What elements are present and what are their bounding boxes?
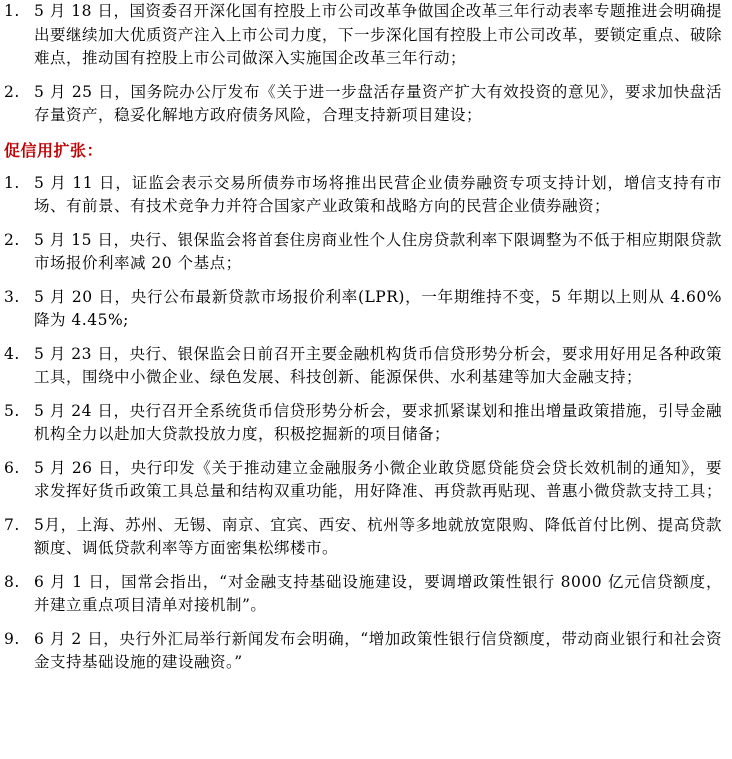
list-item [0, 343, 732, 390]
item-text: 5 月 15 日，央行、银保监会将首套住房商业性个人住房贷款利率下限调整为不低于相应期限贷款市场报价利率减 20 个基点； [34, 230, 722, 272]
item-number: 1. [4, 2, 20, 20]
item-text: 5 月 24 日，央行召开全系统货币信贷形势分析会，要求抓紧谋划和推出增量政策措施，引导金融机构全力以赴加大贷款投放力度，积极挖掘新的项目储备； [34, 401, 722, 443]
policy-list [0, 0, 732, 128]
item-text: 6 月 1 日，国常会指出，“对金融支持基础设施建设，要调增政策性银行 8000 亿元信贷额度，并建立重点项目清单对接机制”。 [34, 572, 722, 614]
item-text: 6 月 2 日，央行外汇局举行新闻发布会明确，“增加政策性银行信贷额度，带动商业银行和社会资金支持基础设施的建设融资。” [34, 629, 722, 671]
item-text: 5月，上海、苏州、无锡、南京、宜宾、西安、杭州等多地就放宽限购、降低首付比例、提高贷款额度、调低贷款利率等方面密集松绑楼市。 [34, 515, 722, 557]
item-number: 3. [4, 287, 20, 306]
list-item [0, 286, 732, 333]
list-item [0, 229, 732, 276]
item-text: 5 月 11 日，证监会表示交易所债券市场将推出民营企业债券融资专项支持计划，增信支持有市场、有前景、有技术竞争力并符合国家产业政策和战略方向的民营企业债券融资； [34, 173, 722, 215]
item-text: 5 月 25 日，国务院办公厅发布《关于进一步盘活存量资产扩大有效投资的意见》，要求加快盘活存量资产，稳妥化解地方政府债务风险，合理支持新项目建设； [34, 82, 722, 124]
list-item [0, 172, 732, 219]
list-item [0, 457, 732, 504]
item-number: 1. [4, 173, 20, 192]
list-item [0, 571, 732, 618]
item-text: 5 月 26 日，央行印发《关于推动建立金融服务小微企业敢贷愿贷能贷会贷长效机制的通知》，要求发挥好货币政策工具总量和结构双重功能，用好降准、再贷款再贴现、普惠小微贷款支持工具； [34, 458, 723, 500]
item-number: 4. [4, 344, 20, 363]
list-item [0, 0, 732, 71]
item-text: 5 月 20 日，央行公布最新贷款市场报价利率(LPR)，一年期维持不变，5 年期以上则从 4.60%降为 4.45%; [34, 287, 722, 329]
item-number: 7. [4, 515, 20, 534]
item-number: 2. [4, 230, 20, 249]
item-number: 8. [4, 572, 20, 591]
item-number: 5. [4, 401, 20, 420]
item-number: 9. [4, 629, 20, 648]
item-number: 2. [4, 82, 20, 101]
item-text: 5 月 18 日，国资委召开深化国有控股上市公司改革争做国企改革三年行动表率专题推进会明确提出要继续加大优质资产注入上市公司力度，下一步深化国有控股上市公司改革，要锁定重点、破除难点，推动国有控股上市公司做深入实施国企改革三年行动； [34, 2, 723, 67]
list-item [0, 514, 732, 561]
section-heading: 促信用扩张： [4, 140, 104, 160]
list-item [0, 81, 732, 128]
credit-expansion-list [0, 172, 732, 675]
item-number: 6. [4, 458, 20, 477]
item-text: 5 月 23 日，央行、银保监会日前召开主要金融机构货币信贷形势分析会，要求用好用足各种政策工具，围绕中小微企业、绿色发展、科技创新、能源保供、水利基建等加大金融支持； [34, 344, 722, 386]
list-item [0, 400, 732, 447]
list-item [0, 628, 732, 675]
